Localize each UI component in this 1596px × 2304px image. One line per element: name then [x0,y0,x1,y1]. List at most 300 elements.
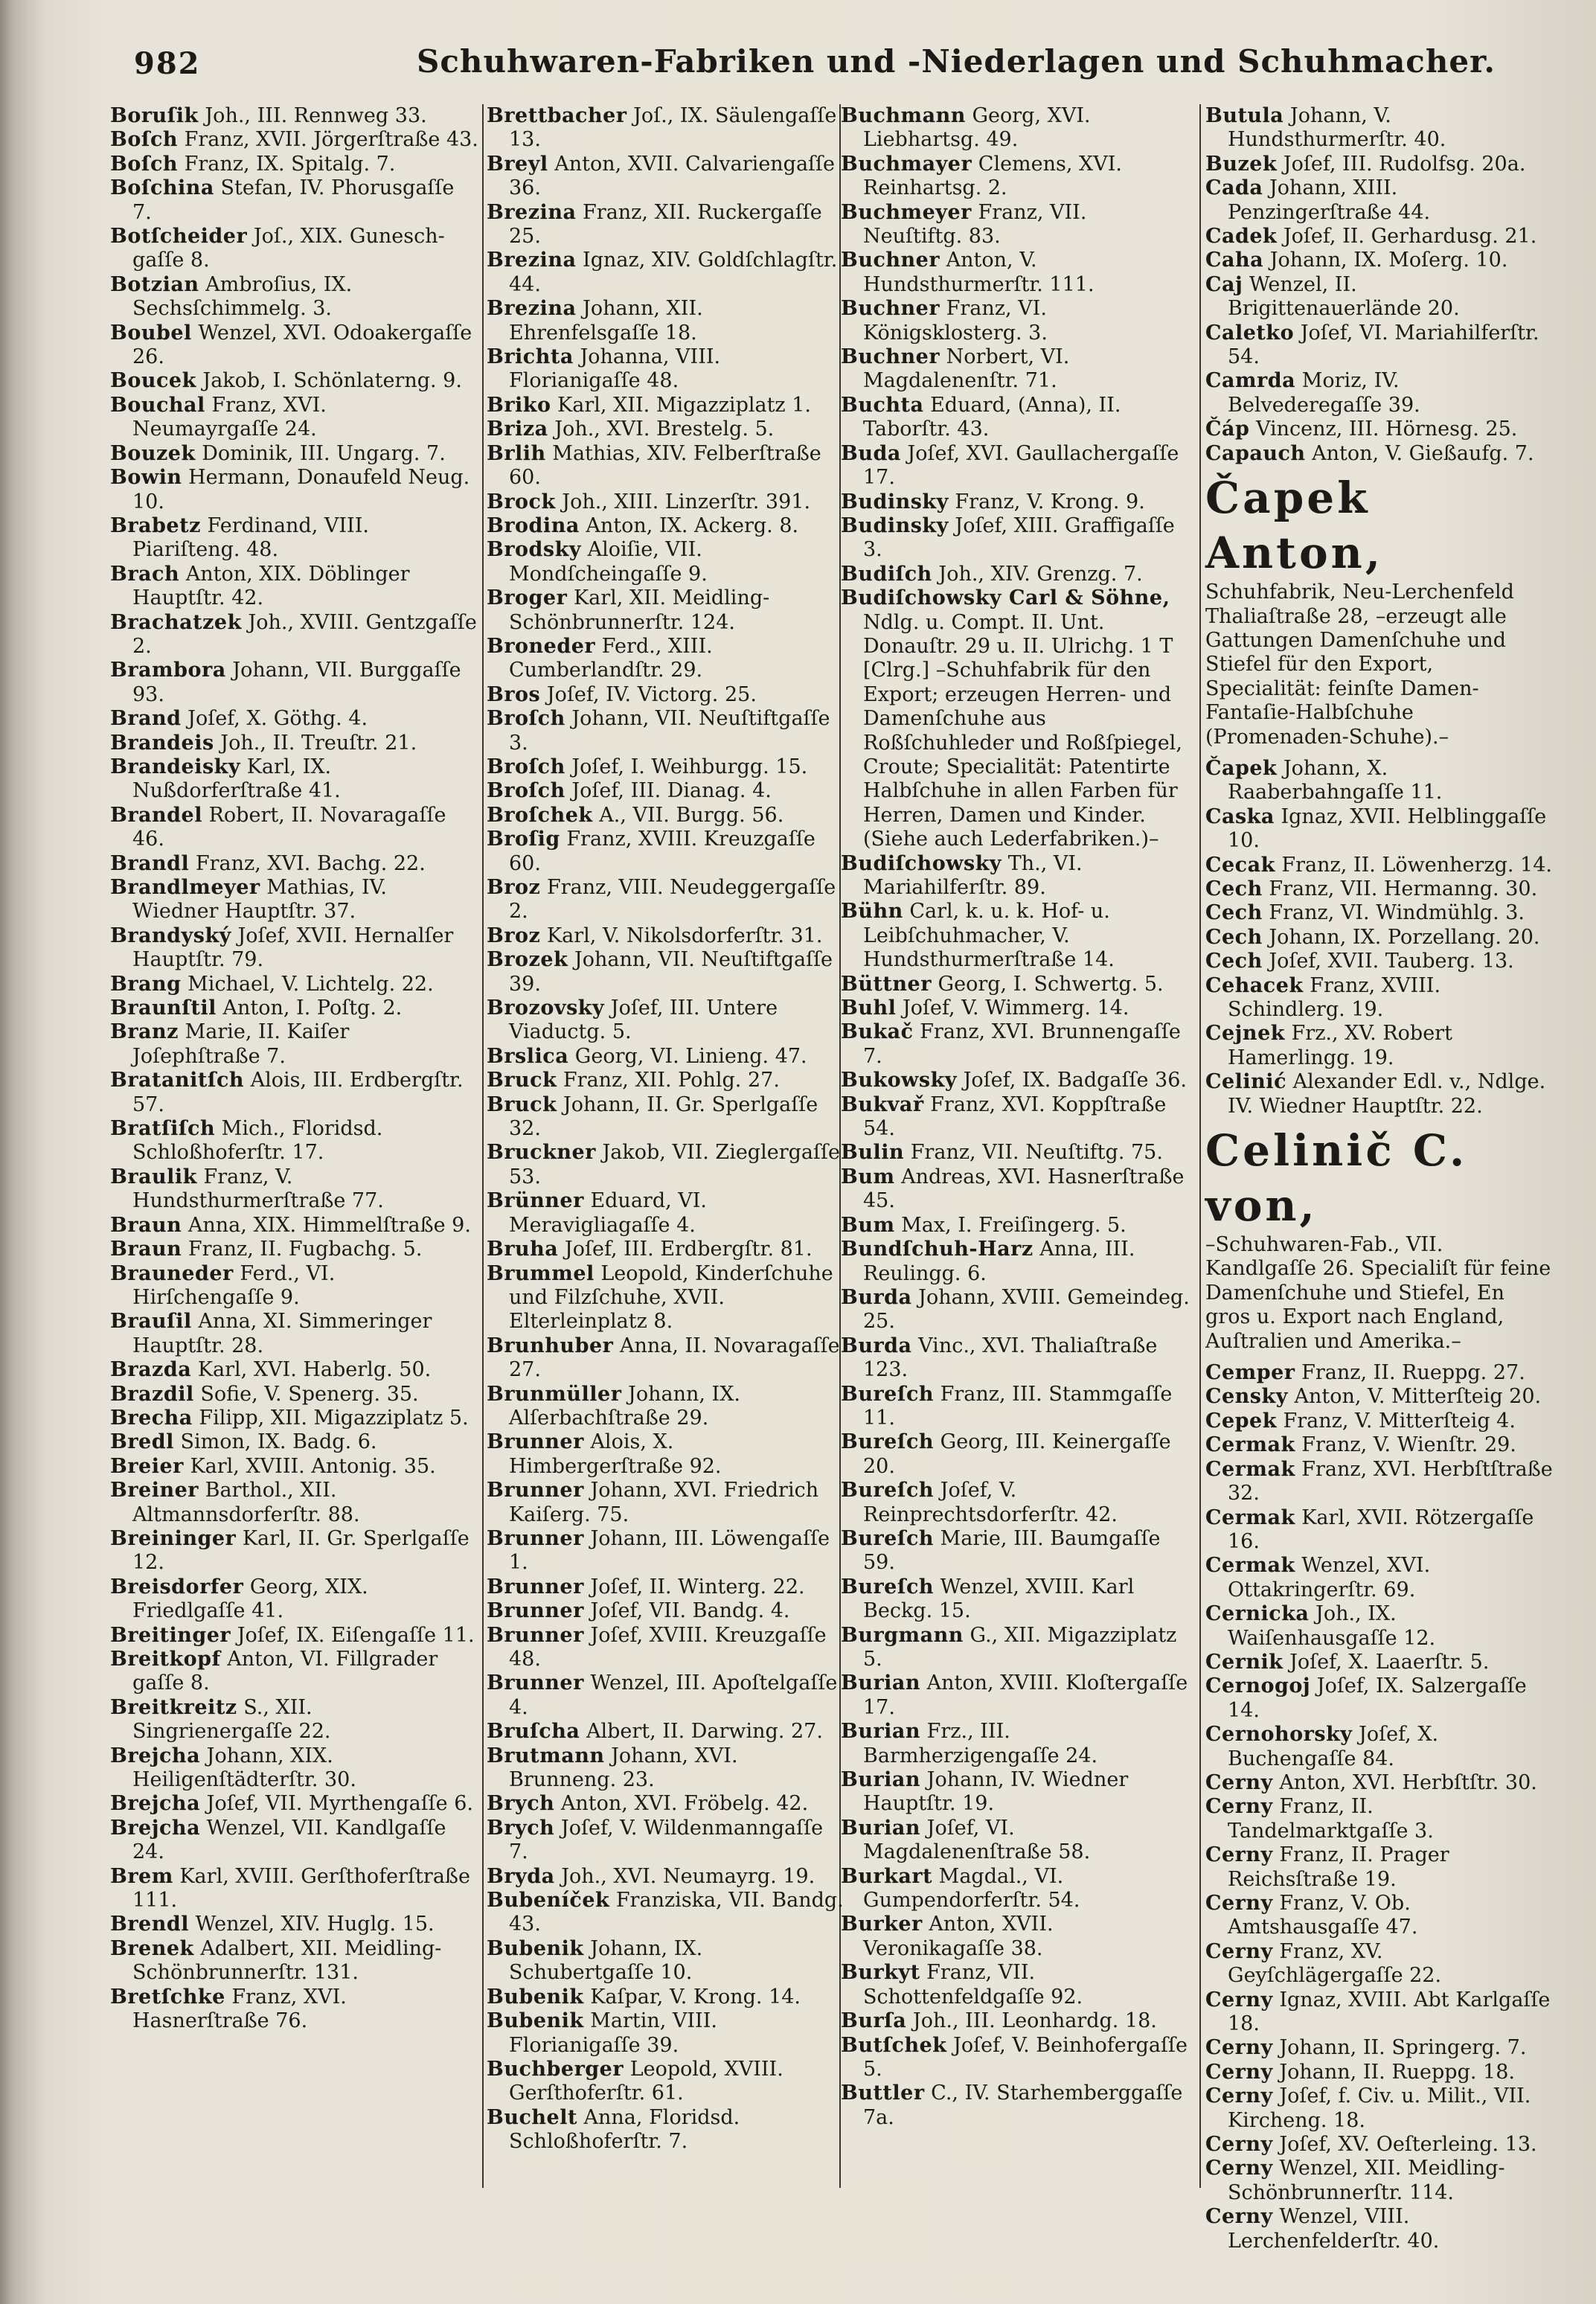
entry-name: Brauſil [110,1310,192,1334]
entry-name: Bureſch [841,1382,935,1406]
entry-name: Brych [487,1816,555,1840]
entry-detail: Joſef, IX. Eiſengaſſe 11. [237,1623,475,1647]
column-4 [1205,104,1555,2253]
entry-detail: Martin, VIII. Florianigaſſe 39. [509,2009,717,2057]
entry-name: Budinsky [841,513,949,537]
entry-detail: Johann, XII. Ehrenfelsgaſſe 18. [509,297,703,345]
entry-detail: Filipp, XII. Migazziplatz 5. [199,1406,469,1430]
entry-detail: Moriz, IV. Belvederegaſſe 39. [1228,369,1420,417]
entry-name: Büttner [841,972,932,996]
entry-detail: Franz, VII. Neuſtiftg. 75. [910,1141,1163,1165]
directory-entry [1205,1361,1555,1385]
entry-name: Bredl [110,1430,174,1454]
directory-entry [1205,2084,1555,2133]
directory-entry [841,104,1190,153]
entry-detail: Anton, IX. Ackerg. 8. [586,513,799,537]
featured-name-celinic: Celinič C. von, [1205,1125,1468,1232]
entry-detail: C., IV. Starhemberggaſſe 7a. [863,2081,1183,2129]
entry-name: Cernicka [1205,1602,1310,1626]
entry-detail: Wenzel, II. Brigittenauerlände 20. [1228,272,1460,321]
directory-entry [487,1430,845,1479]
directory-entry [487,417,845,441]
entry-name: Breitinger [110,1623,231,1647]
entry-detail: Joſef, f. Civ. u. Milit., VII. Kircheng. 18. [1228,2084,1531,2132]
entry-name: Cech [1205,901,1263,925]
entry-name: Brozovsky [487,996,605,1020]
directory-entry [1205,1843,1555,1892]
directory-entry [487,394,845,417]
entry-name: Budiſchowsky Carl & Söhne, [841,586,1170,610]
directory-entry [841,586,1190,851]
entry-detail: Joh., XIII. Linzerſtr. 391. [562,490,811,513]
entry-detail: Johann, VII. Neuſtiftgaſſe 3. [509,707,830,755]
directory-entry [110,394,478,442]
directory-entry [1205,1988,1555,2037]
entry-name: Buchelt [487,2105,577,2129]
entry-detail: Anton, V. Hundsthurmerſtr. 111. [863,249,1095,296]
entry-name: Cech [1205,877,1263,900]
entry-name: Caj [1205,272,1243,296]
entry-detail: Franz, II. Fugbachg. 5. [188,1238,423,1261]
directory-entry [110,1865,478,1913]
directory-entry [1205,1940,1555,1988]
entry-name: Brandl [110,851,190,875]
entry-detail: Franz, XVI. Koppſtraße 54. [863,1092,1167,1141]
directory-entry [841,514,1190,563]
directory-entry [487,1575,845,1599]
entry-name: Brazdil [110,1382,194,1406]
directory-entry [487,1792,845,1816]
directory-entry [110,1383,478,1407]
entry-name: Cecak [1205,853,1275,877]
entry-name: Buhl [841,996,897,1020]
entry-detail: Simon, IX. Badg. 6. [180,1430,377,1454]
directory-entry [841,1624,1190,1672]
directory-entry [487,804,845,828]
entry-detail: Franz, V. Mitterſteig 4. [1283,1409,1516,1433]
entry-detail: Wenzel, XII. Meidling-Schönbrunnerſtr. 114. [1228,2157,1505,2204]
entry-detail: Anton, XVII. Veronikagaſſe 38. [863,1913,1054,1960]
entry-name: Cerny [1205,1988,1273,2012]
directory-entry [110,732,478,755]
directory-entry [487,1671,845,1720]
directory-entry [841,249,1190,297]
entry-detail: Joſef, VII. Bandg. 4. [590,1599,790,1623]
column-2 [487,104,845,2154]
entry-detail: Franz, XVI. Herbſtſtraße 32. [1228,1457,1553,1505]
entry-name: Brunner [487,1526,584,1550]
entry-detail: Ignaz, XVIII. Abt Karlgaſſe 18. [1228,1988,1551,2036]
entry-name: Cerny [1205,1939,1273,1963]
column-4-entries-c [1205,1361,1555,2253]
directory-entry [110,1117,478,1165]
featured-ad-celinic: –Schuhwaren-Fab., VII. Kandlgaſſe 26. Specialiſt für feine Damenſchuhe und Stiefel, En gros u. Export nach England, Auſtralien und Amerika.– [1205,1233,1551,1353]
entry-detail: Johann, VII. Burggaſſe 93. [132,659,461,706]
entry-detail: Karl, XII. Migazziplatz 1. [557,393,811,417]
entry-detail: Joſef, V. Reinprechtsdorferſtr. 42. [863,1479,1118,1526]
directory-entry [1205,950,1555,973]
directory-entry [487,1985,845,2009]
entry-detail: Franz, XVI. Hasnerſtraße 76. [132,1985,347,2033]
entry-name: Brezina [487,297,577,321]
entry-name: Cernik [1205,1650,1283,1674]
entry-name: Brock [487,490,556,513]
directory-entry [841,1383,1190,1431]
entry-name: Brozek [487,948,568,972]
directory-entry [487,2058,845,2106]
entry-name: Caha [1205,249,1264,272]
entry-name: Celinić [1205,1070,1287,1094]
entry-detail: Eduard, VI. Meravigliagaſſe 4. [509,1189,708,1237]
entry-detail: Anton, XVIII. Kloſtergaſſe 17. [863,1671,1188,1719]
entry-name: Cermak [1205,1505,1295,1529]
directory-entry [1205,369,1555,417]
entry-detail: Johann, II. Rueppg. 18. [1279,2060,1515,2084]
directory-entry [1205,1892,1555,1940]
entry-detail: G., XII. Migazziplatz 5. [863,1623,1177,1671]
directory-entry [841,345,1190,394]
entry-name: Buttler [841,2081,925,2105]
entry-detail: Joſef, XIII. Graffigaſſe 3. [863,513,1175,562]
entry-detail: Johann, XIII. Penzingerſtraße 44. [1228,176,1431,224]
entry-name: Brutmann [487,1744,605,1767]
entry-name: Cermak [1205,1554,1295,1578]
entry-detail: Kaſpar, V. Krong. 14. [590,1985,801,2009]
entry-name: Botzian [110,272,199,296]
column-divider [482,104,484,2188]
entry-name: Bowin [110,466,182,490]
entry-name: Bruckner [487,1141,596,1165]
entry-detail: Max, I. Freiſingerg. 5. [901,1213,1127,1237]
entry-name: Cerny [1205,2036,1273,2060]
entry-name: Bum [841,1165,895,1188]
directory-entry [841,1165,1190,1214]
entry-detail: Barthol., XII. Altmannsdorferſtr. 88. [132,1479,360,1526]
directory-entry [110,707,478,731]
entry-name: Cepek [1205,1409,1277,1433]
directory-entry [487,201,845,249]
directory-entry [841,490,1190,514]
entry-detail: Johann, IX. Moſerg. 10. [1269,249,1508,272]
entry-name: Boruſik [110,104,199,127]
entry-detail: Franz, V. Krong. 9. [955,490,1145,513]
entry-detail: Joſef, XVIII. Kreuzgaſſe 48. [509,1623,827,1671]
entry-detail: Joh., XVI. Neumayrg. 19. [561,1864,815,1888]
entry-detail: Franz, II. Tandelmarktgaſſe 3. [1228,1795,1434,1843]
entry-name: Brach [110,562,180,586]
directory-entry [110,442,478,466]
directory-entry [110,225,478,273]
entry-detail: Joſef, II. Winterg. 22. [590,1575,805,1599]
entry-detail: Franz, VI. Königsklosterg. 3. [863,297,1048,345]
directory-entry [1205,2157,1555,2205]
entry-name: Brandel [110,803,202,827]
entry-detail: Joſef, I. Weihburgg. 15. [571,755,808,778]
entry-name: Bukowsky [841,1069,958,1092]
entry-name: Bureſch [841,1479,935,1503]
entry-detail: Joh., IX. Waiſenhausgaſſe 12. [1228,1602,1436,1650]
entry-detail: Joh., XIV. Grenzg. 7. [938,562,1143,586]
entry-name: Buchner [841,297,940,321]
entry-detail: Franz, XVIII. Kreuzgaſſe 60. [509,828,815,875]
entry-name: Braun [110,1238,182,1261]
entry-name: Bouzek [110,441,196,465]
entry-name: Broſig [487,828,560,851]
directory-entry [487,1189,845,1238]
entry-detail: Ndlg. u. Compt. II. Unt. Donauſtr. 29 u. II. Ulrichg. 1 T [Clrg.] –Schuhfabrik für den Export; erzeugen Herren- und Damenſchuhe aus Roßſchuhleder und Roßſpiegel, Croute; Specialität: Patentirte Halbſchuhe in allen Farben für Herren, Damen und Kinder. (Siehe auch Lederfabriken.)– [863,610,1182,851]
entry-detail: Wenzel, VII. Kandlgaſſe 24. [132,1816,446,1864]
entry-detail: Anton, XIX. Döblinger Hauptſtr. 42. [132,562,410,610]
directory-entry [487,586,845,635]
entry-name: Burian [841,1816,921,1840]
entry-name: Cada [1205,176,1263,200]
entry-detail: Anton, XVII. Calvariengaſſe 36. [509,152,836,200]
entry-detail: Mathias, IV. Wiedner Hauptſtr. 37. [132,876,388,924]
entry-name: Brauneder [110,1261,234,1285]
directory-entry [1205,417,1555,441]
entry-detail: Joh., XVIII. Gentzgaſſe 2. [132,610,477,658]
entry-detail: Joſef, IV. Victorg. 25. [546,682,757,706]
entry-detail: Joſef, V. Wildenmanngaſſe 7. [509,1816,824,1864]
directory-entry [1205,901,1555,925]
directory-entry [841,1141,1190,1165]
entry-name: Briko [487,393,551,417]
entry-detail: Ferd., VI. Hirſchengaſſe 9. [132,1261,336,1309]
entry-name: Brandyský [110,924,231,947]
directory-entry [110,1455,478,1479]
directory-entry [110,924,478,973]
directory-entry [841,1479,1190,1527]
entry-name: Čapek [1205,756,1278,780]
entry-detail: Joſ., XIX. Gunesch-gaſſe 8. [132,225,445,272]
directory-entry [487,1527,845,1575]
entry-name: Buchner [841,249,940,272]
entry-detail: Franz, XVI. Brunnengaſſe 7. [863,1020,1181,1068]
entry-detail: Anton, V. Mitterſteig 20. [1294,1385,1542,1409]
entry-name: Burian [841,1671,921,1695]
directory-entry [110,514,478,563]
directory-entry [110,466,478,514]
directory-entry [110,659,478,707]
directory-entry [110,876,478,924]
entry-name: Breyl [487,152,548,176]
entry-detail: Joſef, VI. Mariahilferſtr. 54. [1228,321,1539,369]
directory-entry [841,201,1190,249]
featured-ad-capek: Schuhfabrik, Neu-Lerchenfeld Thaliaſtraße 28, –erzeugt alle Gattungen Damenſchuhe und Stiefel für den Export, Specialität: feinſte Damen-Fantaſie-Halbſchuhe (Promenaden-Schuhe).– [1205,580,1514,749]
entry-name: Brejcha [110,1816,201,1840]
entry-detail: Karl, IX. Nußdorferſtraße 41. [132,755,341,803]
entry-detail: Alexander Edl. v., Ndlge. IV. Wiedner Hauptſtr. 22. [1228,1070,1546,1118]
entry-detail: Anton, I. Poſtg. 2. [222,996,403,1020]
directory-entry [841,394,1190,442]
entry-detail: Frz., XV. Robert Hamerlingg. 19. [1228,1022,1452,1069]
entry-detail: Magdal., VI. Gumpendorferſtr. 54. [863,1864,1080,1913]
directory-entry [487,297,845,345]
entry-name: Caska [1205,804,1275,828]
directory-entry [487,1238,845,1261]
directory-entry [110,104,478,128]
entry-detail: Andreas, XVI. Hasnerſtraße 45. [863,1165,1185,1213]
entry-detail: Aloiſie, VII. Mondſcheingaſſe 9. [509,538,708,586]
entry-detail: Franz, XII. Ruckergaſſe 25. [509,200,822,249]
entry-detail: Joſef, V. Beinhofergaſſe 5. [863,2033,1188,2081]
entry-name: Cehacek [1205,973,1304,997]
entry-detail: Franz, XVI. Bachg. 22. [195,851,426,875]
entry-name: Cadek [1205,225,1278,249]
entry-detail: Karl, XVI. Haberlg. 50. [197,1358,432,1382]
entry-name: Breitkreitz [110,1695,237,1719]
entry-name: Brenek [110,1936,194,1960]
entry-detail: Hermann, Donaufeld Neug. 10. [132,466,470,513]
entry-detail: Franz, VII. Neuſtiftg. 83. [863,200,1087,249]
directory-entry [110,563,478,611]
entry-name: Čáp [1205,417,1250,441]
entry-name: Buzek [1205,152,1278,176]
entry-detail: Frz., III. Barmherzigengaſſe 24. [863,1720,1098,1767]
entry-name: Brandlmeyer [110,876,260,899]
entry-detail: Joſef, X. Göthg. 4. [188,707,368,731]
entry-detail: Anna, II. Novaragaſſe 27. [509,1334,840,1382]
directory-entry [110,1069,478,1117]
directory-entry [487,490,845,514]
entry-name: Budiſchowsky [841,851,1002,875]
entry-name: Brunner [487,1430,584,1454]
entry-detail: Adalbert, XII. Meidling-Schönbrunnerſtr. 131. [132,1936,442,1985]
entry-name: Broſch [487,779,565,803]
entry-detail: Karl, XII. Meidling-Schönbrunnerſtr. 124. [509,586,770,634]
entry-name: Brem [110,1864,173,1888]
directory-entry [1205,321,1555,370]
entry-name: Brand [110,707,182,731]
entry-name: Cerny [1205,2060,1273,2084]
directory-entry [1205,1433,1555,1457]
directory-entry [487,707,845,755]
directory-entry [487,683,845,707]
entry-name: Burgmann [841,1623,964,1647]
entry-detail: Johann, IX. Alſerbachſtraße 29. [509,1382,741,1430]
entry-detail: Joſef, X. Laaerſtr. 5. [1289,1650,1490,1674]
directory-entry [110,1527,478,1575]
page-title: Schuhwaren-Fabriken und -Niederlagen und Schuhmacher. [417,43,1496,80]
entry-name: Brodsky [487,538,582,562]
directory-entry [487,153,845,201]
directory-entry [1205,1506,1555,1555]
entry-name: Bubenik [487,2009,584,2033]
directory-entry [1205,176,1555,225]
directory-entry [110,128,478,152]
directory-entry [1205,2133,1555,2157]
entry-detail: Joh., XVI. Brestelg. 5. [554,417,775,441]
directory-entry [841,996,1190,1020]
directory-entry [110,973,478,996]
entry-detail: Joſef, XVII. Tauberg. 13. [1269,950,1514,973]
entry-detail: Karl, V. Nikolsdorferſtr. 31. [546,924,823,947]
directory-entry [487,1937,845,1985]
directory-entry [1205,854,1555,877]
directory-entry [1205,757,1555,805]
entry-name: Budiſch [841,562,932,586]
directory-entry [1205,1771,1555,1795]
directory-entry [110,996,478,1020]
column-1 [110,104,478,2034]
entry-name: Bühn [841,900,903,924]
entry-detail: Jakob, I. Schönlaterng. 9. [202,369,462,393]
directory-entry [110,176,478,225]
directory-entry [841,1961,1190,2009]
directory-entry [487,538,845,586]
entry-detail: Marie, III. Baumgaſſe 59. [863,1526,1161,1575]
directory-entry [110,1575,478,1624]
directory-entry [1205,153,1555,176]
column-4-entries-b [1205,757,1555,1119]
entry-name: Brunmüller [487,1382,622,1406]
entry-name: Burkart [841,1864,933,1888]
entry-name: Bretſchke [110,1985,225,2009]
entry-detail: Johann, XVIII. Gemeindeg. 25. [863,1285,1190,1334]
entry-name: Cech [1205,925,1263,949]
directory-entry [487,876,845,924]
entry-name: Bouchal [110,393,205,417]
entry-name: Bukač [841,1020,914,1044]
entry-name: Bureſch [841,1526,935,1550]
entry-detail: Clemens, XVI. Reinhartsg. 2. [863,152,1123,200]
entry-detail: Franziska, VII. Bandg. 43. [509,1889,844,1936]
directory-entry [487,924,845,948]
directory-entry [841,1720,1190,1768]
entry-name: Brendl [110,1913,189,1936]
directory-entry [841,2034,1190,2082]
entry-name: Buchner [841,345,940,369]
directory-entry [110,1648,478,1696]
entry-detail: Anton, XVI. Herbſtſtr. 30. [1279,1770,1537,1794]
entry-name: Caletko [1205,321,1295,345]
entry-detail: Georg, III. Keinergaſſe 20. [863,1430,1171,1478]
entry-name: Burda [841,1334,912,1357]
entry-detail: Franz, XII. Pohlg. 27. [563,1069,780,1092]
directory-entry [841,900,1190,972]
directory-entry [110,153,478,176]
entry-detail: Sofie, V. Spenerg. 35. [200,1382,419,1406]
entry-name: Brachatzek [110,610,242,634]
directory-entry [841,563,1190,586]
entry-detail: Anna, XIX. Himmelſtraße 9. [188,1213,471,1237]
entry-name: Buchta [841,393,924,417]
column-3 [841,104,1190,2130]
directory-entry [110,1792,478,1816]
entry-detail: Karl, XVIII. Gerſthoferſtraße 111. [132,1864,470,1913]
entry-name: Cemper [1205,1361,1295,1385]
entry-name: Brunhuber [487,1334,614,1357]
entry-detail: Franz, VIII. Neudeggergaſſe 2. [509,876,836,924]
directory-entry [487,1069,845,1092]
entry-detail: Leopold, XVIII. Gerſthoferſtr. 61. [509,2057,783,2105]
entry-name: Cernogoj [1205,1674,1311,1698]
entry-name: Broger [487,586,568,610]
entry-name: Bratanitſch [110,1069,245,1092]
directory-entry [110,321,478,370]
entry-name: Botſcheider [110,225,248,249]
entry-name: Burian [841,1720,921,1744]
entry-detail: Johann, IX. Schubertgaſſe 10. [509,1936,703,1985]
directory-entry [487,1045,845,1069]
directory-entry [841,1214,1190,1238]
entry-name: Burſa [841,2009,907,2033]
entry-detail: Dominik, III. Ungarg. 7. [202,441,446,465]
directory-entry [487,345,845,394]
entry-name: Capauch [1205,441,1306,465]
entry-detail: Joſef, III. Untere Viaductg. 5. [509,996,778,1044]
entry-name: Breitkopf [110,1648,221,1671]
